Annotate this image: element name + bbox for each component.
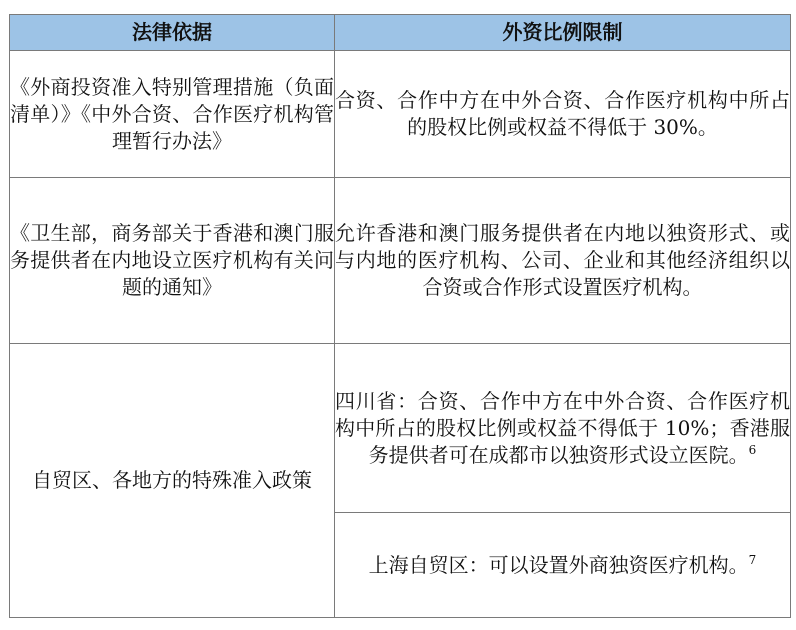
legal-basis-cell (10, 344, 335, 618)
table-row (10, 178, 791, 344)
ratio-limit-text (335, 552, 790, 579)
table-row (10, 51, 791, 178)
table-row (10, 344, 791, 513)
legal-basis-cell (10, 178, 335, 344)
ratio-limit-cell (335, 51, 791, 178)
ratio-limit-cell (335, 513, 791, 618)
legal-basis-cell (10, 51, 335, 178)
ratio-limit-cell (335, 178, 791, 344)
ratio-limit-text: 合资、合作中方在中外合资、合作医疗机构中所占的股权比例或权益不得低于 30%。 (335, 88, 790, 139)
ratio-limit-text (335, 388, 790, 469)
footnote-marker[interactable]: 7 (748, 552, 757, 567)
legal-basis-text: 《卫生部，商务部关于香港和澳门服务提供者在内地设立医疗机构有关问题的通知》 (10, 221, 334, 299)
footnote-marker[interactable]: 6 (748, 442, 757, 457)
legal-basis-text: 《外商投资准入特别管理措施（负面清单）》《中外合资、合作医疗机构管理暂行办法》 (10, 74, 334, 153)
ratio-limit-cell (335, 344, 791, 513)
foreign-investment-table (9, 14, 791, 618)
header-legal-basis: 法律依据 (10, 15, 335, 51)
table-header-row (10, 15, 791, 51)
legal-basis-text: 自贸区、各地方的特殊准入政策 (32, 468, 312, 492)
ratio-limit-text-body: 四川省：合资、合作中方在中外合资、合作医疗机构中所占的股权比例或权益不得低于 10%；香港服务提供者可在成都市以独资形式设立医院。 (335, 388, 790, 467)
ratio-limit-text: 允许香港和澳门服务提供者在内地以独资形式、或与内地的医疗机构、公司、企业和其他经济组织以合资或合作形式设置医疗机构。 (335, 221, 790, 299)
ratio-limit-text-body: 上海自贸区：可以设置外商独资医疗机构。 (368, 552, 749, 577)
header-ratio-limit: 外资比例限制 (335, 15, 791, 51)
